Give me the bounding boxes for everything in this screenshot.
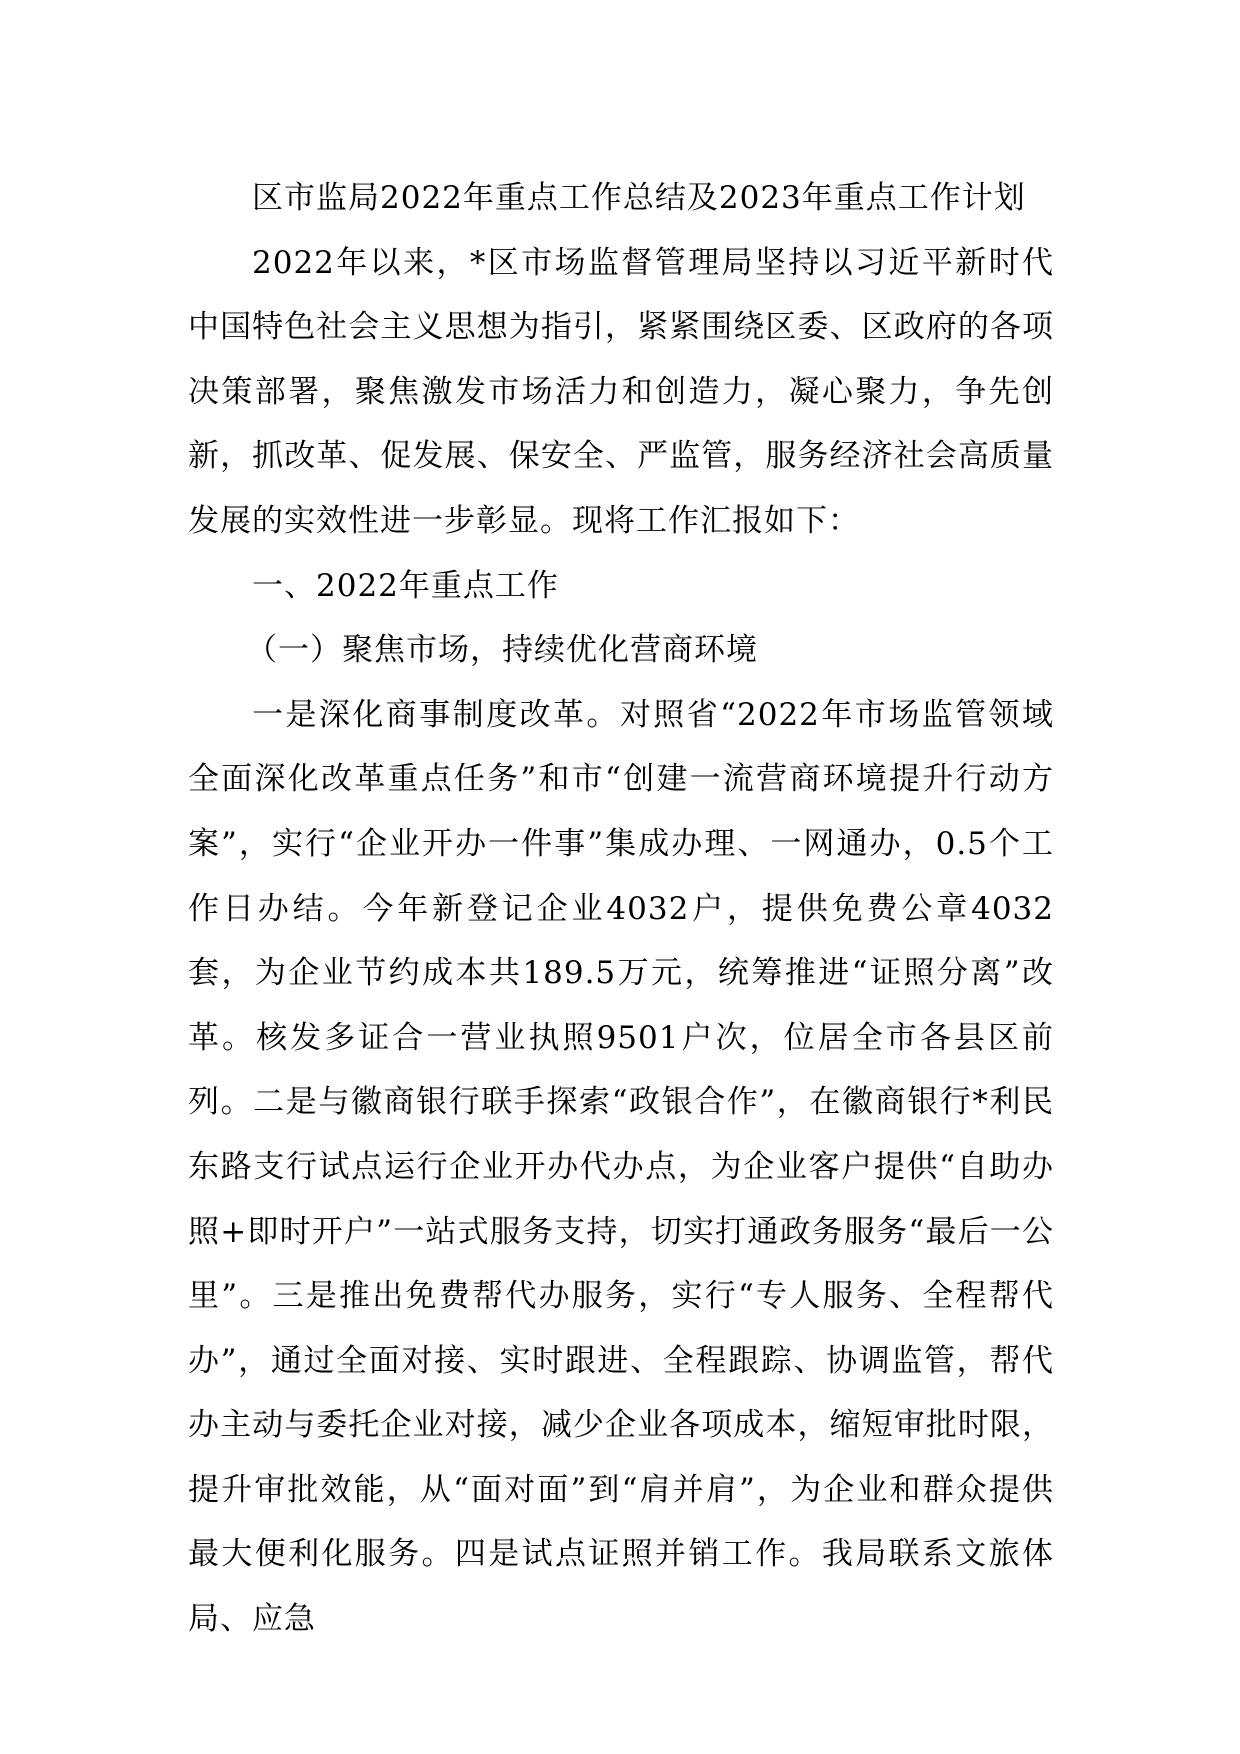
document-body bbox=[188, 166, 1054, 1652]
body-paragraph: 一是深化商事制度改革。对照省“2022年市场监管领域全面深化改革重点任务”和市“创建一流营商环境提升行动方案”，实行“企业开办一件事”集成办理、一网通办，0.5个工作日办结。今年新登记企业4032户，提供免费公章4032套，为企业节约成本共189.5万元，统筹推进“证照分离”改革。核发多证合一营业执照9501户次，位居全市各县区前列。二是与徽商银行联手探索“政银合作”，在徽商银行*利民东路支行试点运行企业开办代办点，为企业客户提供“自助办照+即时开户”一站式服务支持，切实打通政务服务“最后一公里”。三是推出免费帮代办服务，实行“专人服务、全程帮代办”，通过全面对接、实时跟进、全程跟踪、协调监管，帮代办主动与委托企业对接，减少企业各项成本，缩短审批时限，提升审批效能，从“面对面”到“肩并肩”，为企业和群众提供最大便利化服务。四是试点证照并销工作。我局联系文旅体局、应急 bbox=[188, 696, 1054, 1638]
section-heading: 一、2022年重点工作 bbox=[252, 567, 559, 604]
document-title: 区市监局2022年重点工作总结及2023年重点工作计划 bbox=[252, 180, 1026, 216]
intro-paragraph: 2022年以来，*区市场监督管理局坚持以习近平新时代中国特色社会主义思想为指引，紧紧围绕区委、区政府的各项决策部署，聚焦激发市场活力和创造力，凝心聚力，争先创新，抓改革、促发展、保安全、严监管，服务经济社会高质量发展的实效性进一步彰显。现将工作汇报如下： bbox=[188, 244, 1054, 539]
subsection-heading: （一）聚焦市场，持续优化营商环境 bbox=[246, 632, 758, 669]
